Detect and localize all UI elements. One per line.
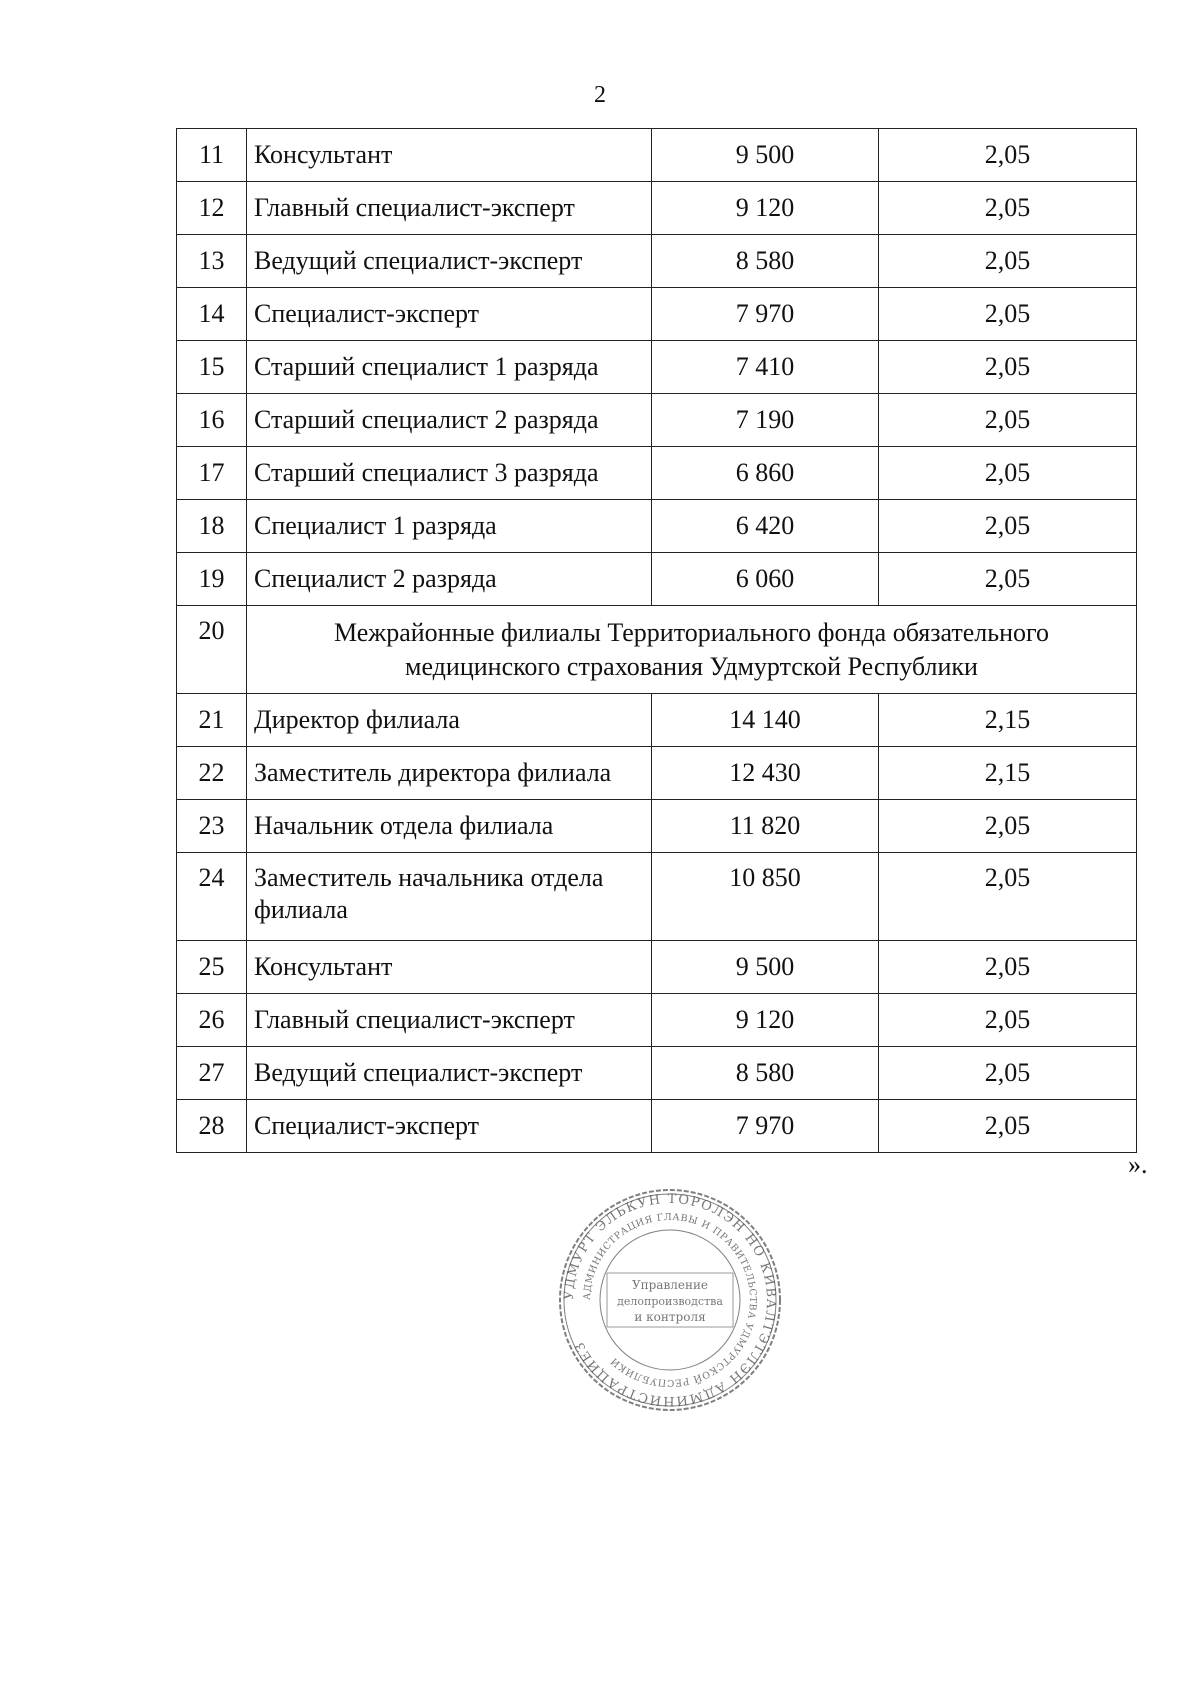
coefficient-value: 2,05	[879, 394, 1137, 447]
table-row	[177, 1100, 1137, 1153]
row-number: 21	[177, 694, 247, 747]
position-name: Специалист-эксперт	[247, 288, 652, 341]
table-row	[177, 994, 1137, 1047]
salary-value: 6 860	[652, 447, 879, 500]
row-number: 22	[177, 747, 247, 800]
section-heading	[247, 606, 1137, 694]
salary-value: 7 410	[652, 341, 879, 394]
salary-value: 6 420	[652, 500, 879, 553]
salary-value: 8 580	[652, 235, 879, 288]
position-name-line: Заместитель начальника отдела	[254, 863, 604, 892]
position-name: Ведущий специалист-эксперт	[247, 235, 652, 288]
row-number: 28	[177, 1100, 247, 1153]
row-number: 17	[177, 447, 247, 500]
position-name: Консультант	[247, 129, 652, 182]
coefficient-value: 2,05	[879, 994, 1137, 1047]
seal-center-line: и контроля	[634, 1310, 706, 1324]
position-name: Специалист 2 разряда	[247, 553, 652, 606]
table-row	[177, 235, 1137, 288]
salary-value: 7 970	[652, 1100, 879, 1153]
coefficient-value: 2,05	[879, 800, 1137, 853]
table-row	[177, 341, 1137, 394]
position-name: Главный специалист-эксперт	[247, 994, 652, 1047]
salary-value: 11 820	[652, 800, 879, 853]
row-number: 20	[177, 606, 247, 694]
salary-value: 10 850	[652, 853, 879, 941]
coefficient-value: 2,05	[879, 500, 1137, 553]
seal-middle-text: АДМИНИСТРАЦИЯ ГЛАВЫ И ПРАВИТЕЛЬСТВА УДМУРТСКОЙ РЕСПУБЛИКИ	[581, 1211, 759, 1389]
position-name: Старший специалист 3 разряда	[247, 447, 652, 500]
coefficient-value: 2,15	[879, 694, 1137, 747]
position-name: Директор филиала	[247, 694, 652, 747]
position-name: Заместитель директора филиала	[247, 747, 652, 800]
table-row	[177, 853, 1137, 941]
coefficient-value: 2,05	[879, 235, 1137, 288]
salary-value: 6 060	[652, 553, 879, 606]
position-name	[247, 853, 652, 941]
salary-table	[176, 128, 1137, 1153]
row-number: 27	[177, 1047, 247, 1100]
salary-value: 9 500	[652, 129, 879, 182]
table-row	[177, 941, 1137, 994]
coefficient-value: 2,05	[879, 941, 1137, 994]
official-seal-stamp	[555, 1185, 785, 1415]
row-number: 12	[177, 182, 247, 235]
table-row	[177, 1047, 1137, 1100]
position-name: Консультант	[247, 941, 652, 994]
row-number: 24	[177, 853, 247, 941]
position-name: Ведущий специалист-эксперт	[247, 1047, 652, 1100]
row-number: 25	[177, 941, 247, 994]
row-number: 23	[177, 800, 247, 853]
row-number: 13	[177, 235, 247, 288]
row-number: 19	[177, 553, 247, 606]
coefficient-value: 2,05	[879, 341, 1137, 394]
salary-value: 7 970	[652, 288, 879, 341]
coefficient-value: 2,05	[879, 447, 1137, 500]
coefficient-value: 2,05	[879, 1047, 1137, 1100]
position-name: Специалист 1 разряда	[247, 500, 652, 553]
table-row	[177, 553, 1137, 606]
coefficient-value: 2,05	[879, 288, 1137, 341]
row-number: 15	[177, 341, 247, 394]
section-heading-line: Межрайонные филиалы Территориального фонда обязательного	[333, 617, 1050, 647]
position-name: Специалист-эксперт	[247, 1100, 652, 1153]
position-name: Начальник отдела филиала	[247, 800, 652, 853]
salary-value: 14 140	[652, 694, 879, 747]
seal-center-line: делопроизводства	[617, 1295, 723, 1308]
salary-value: 9 120	[652, 994, 879, 1047]
page-number: 2	[594, 82, 606, 108]
table-row	[177, 129, 1137, 182]
closing-quote: ».	[1128, 1150, 1148, 1179]
salary-value: 9 120	[652, 182, 879, 235]
coefficient-value: 2,15	[879, 747, 1137, 800]
coefficient-value: 2,05	[879, 853, 1137, 941]
coefficient-value: 2,05	[879, 1100, 1137, 1153]
seal-outer-text: УДМУРТ ЭЛЬКУН ТОРОЛЭН НО КИВАЛТЭТЛЭН АДМИНИСТРАЦИЕЗ	[561, 1191, 779, 1409]
coefficient-value: 2,05	[879, 129, 1137, 182]
position-name: Старший специалист 1 разряда	[247, 341, 652, 394]
table-row	[177, 182, 1137, 235]
salary-value: 12 430	[652, 747, 879, 800]
table-row	[177, 288, 1137, 341]
table-row	[177, 694, 1137, 747]
row-number: 11	[177, 129, 247, 182]
table-row	[177, 394, 1137, 447]
table-row	[177, 800, 1137, 853]
position-name: Главный специалист-эксперт	[247, 182, 652, 235]
coefficient-value: 2,05	[879, 182, 1137, 235]
position-name: Старший специалист 2 разряда	[247, 394, 652, 447]
row-number: 18	[177, 500, 247, 553]
table-row	[177, 747, 1137, 800]
row-number: 16	[177, 394, 247, 447]
salary-value: 7 190	[652, 394, 879, 447]
salary-value: 8 580	[652, 1047, 879, 1100]
table-row	[177, 447, 1137, 500]
row-number: 14	[177, 288, 247, 341]
section-row	[177, 606, 1137, 694]
seal-center-line: Управление	[631, 1278, 709, 1292]
position-name-line: филиала	[254, 895, 348, 924]
salary-value: 9 500	[652, 941, 879, 994]
row-number: 26	[177, 994, 247, 1047]
table-row	[177, 500, 1137, 553]
coefficient-value: 2,05	[879, 553, 1137, 606]
section-heading-line: медицинского страхования Удмуртской Республики	[405, 651, 978, 681]
